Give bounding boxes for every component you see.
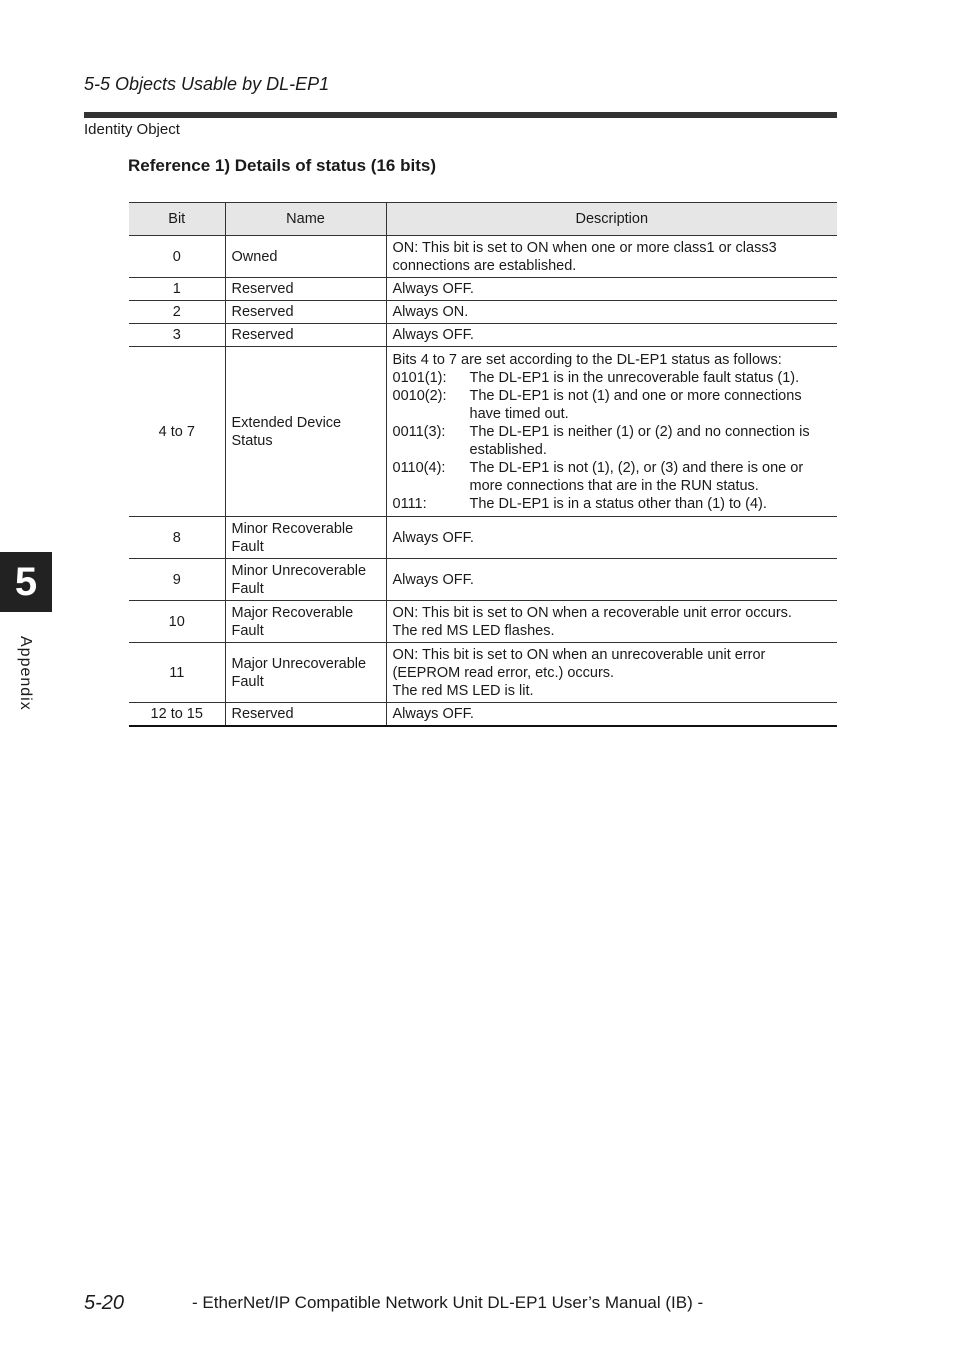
- status-code: 0101(1):: [392, 369, 447, 386]
- page-number: 5-20: [84, 1292, 125, 1314]
- name-cell: Reserved: [225, 278, 386, 301]
- description-line: ON: This bit is set to ON when an unrecoverable unit error (EEPROM read error, etc.) occurs.: [392, 646, 766, 681]
- status-code: 0011(3):: [392, 423, 446, 440]
- chapter-tab: 5: [0, 552, 52, 612]
- status-code-text: The DL-EP1 is neither (1) or (2) and no connection is established.: [469, 423, 810, 458]
- table-header-row: [129, 203, 837, 236]
- name-cell: Major Unrecoverable Fault: [225, 643, 386, 703]
- status-code-line: [393, 459, 832, 495]
- bit-cell: 2: [129, 301, 225, 324]
- name-cell: Reserved: [225, 301, 386, 324]
- column-header-name: Name: [225, 203, 386, 236]
- description-cell: [386, 347, 837, 517]
- description-cell: Always OFF.: [386, 703, 837, 726]
- name-cell: Minor Unrecoverable Fault: [225, 559, 386, 601]
- status-code-line: [393, 495, 832, 513]
- bit-cell: 1: [129, 278, 225, 301]
- description-cell: Always OFF.: [386, 278, 837, 301]
- status-code-line: [393, 387, 832, 423]
- side-section-label: Appendix: [17, 636, 34, 711]
- description-line: The red MS LED flashes.: [392, 622, 555, 639]
- bit-cell: 0: [129, 236, 225, 278]
- status-code-text: The DL-EP1 is in the unrecoverable fault status (1).: [469, 369, 800, 386]
- header-divider: [84, 112, 837, 118]
- description-cell: [386, 601, 837, 643]
- status-code: 0010(2):: [392, 387, 447, 404]
- name-cell: Reserved: [225, 703, 386, 726]
- description-line: The red MS LED is lit.: [392, 682, 534, 699]
- name-cell: Reserved: [225, 324, 386, 347]
- description-cell: [386, 643, 837, 703]
- table-row: [129, 559, 837, 601]
- table-row: [129, 324, 837, 347]
- table-row: [129, 517, 837, 559]
- description-cell: Always ON.: [386, 301, 837, 324]
- description-cell: Always OFF.: [386, 517, 837, 559]
- name-cell: Minor Recoverable Fault: [225, 517, 386, 559]
- description-cell: Always OFF.: [386, 559, 837, 601]
- page-header-title: 5-5 Objects Usable by DL-EP1: [84, 74, 330, 94]
- bit-cell: 8: [129, 517, 225, 559]
- table-row: [129, 643, 837, 703]
- name-cell: Owned: [225, 236, 386, 278]
- table-row: [129, 601, 837, 643]
- name-cell: Major Recoverable Fault: [225, 601, 386, 643]
- section-label: Identity Object: [84, 121, 180, 138]
- description-intro: Bits 4 to 7 are set according to the DL-EP1 status as follows:: [392, 351, 782, 368]
- status-code: 0111:: [392, 495, 427, 512]
- status-code-text: The DL-EP1 is not (1) and one or more connections have timed out.: [469, 387, 802, 422]
- bit-cell: 10: [129, 601, 225, 643]
- table-row: [129, 278, 837, 301]
- table-row: [129, 301, 837, 324]
- column-header-bit: Bit: [129, 203, 225, 236]
- name-cell: Extended Device Status: [225, 347, 386, 517]
- description-cell: Always OFF.: [386, 324, 837, 347]
- column-header-description: Description: [386, 203, 837, 236]
- status-code-line: [393, 369, 832, 387]
- status-code-text: The DL-EP1 is in a status other than (1) to (4).: [469, 495, 767, 512]
- footer-manual-title: - EtherNet/IP Compatible Network Unit DL-EP1 User’s Manual (IB) -: [192, 1293, 704, 1312]
- description-cell: ON: This bit is set to ON when one or more class1 or class3 connections are established.: [386, 236, 837, 278]
- description-line: ON: This bit is set to ON when a recoverable unit error occurs.: [392, 604, 792, 621]
- status-bits-table: [129, 202, 837, 727]
- status-code-text: The DL-EP1 is not (1), (2), or (3) and there is one or more connections that are in the RUN status.: [469, 459, 804, 494]
- bit-cell: 4 to 7: [129, 347, 225, 517]
- table-row: [129, 703, 837, 726]
- table-row: [129, 236, 837, 278]
- status-code: 0110(4):: [392, 459, 446, 476]
- reference-heading: Reference 1) Details of status (16 bits): [128, 156, 436, 175]
- bit-cell: 3: [129, 324, 225, 347]
- table-row: [129, 347, 837, 517]
- bit-cell: 11: [129, 643, 225, 703]
- bit-cell: 12 to 15: [129, 703, 225, 726]
- bit-cell: 9: [129, 559, 225, 601]
- status-code-line: [393, 423, 832, 459]
